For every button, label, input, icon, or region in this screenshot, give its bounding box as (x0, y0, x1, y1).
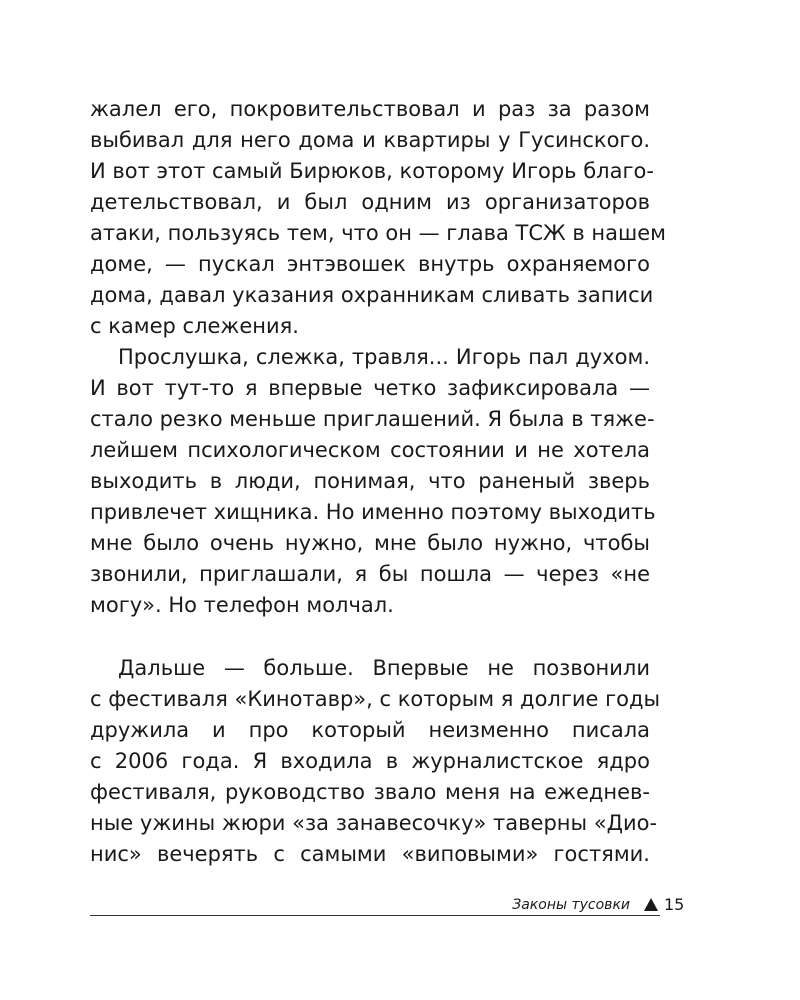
text-line: нис» вечерять с самыми «виповыми» гостями. (90, 842, 650, 866)
text-line: И вот тут-то я впервые четко зафиксировала — (90, 376, 650, 400)
text-line: с 2006 года. Я входила в журналистское ядро (90, 749, 650, 773)
text-line: доме, — пускал энтэвошек внутрь охраняемого (90, 252, 650, 276)
text-line: звонили, приглашали, я бы пошла — через «не (90, 562, 650, 586)
page-number: 15 (664, 895, 685, 914)
text-line: фестиваля, руководство звало меня на ежеднев- (90, 780, 650, 804)
text-line: с камер слежения. (90, 314, 299, 338)
paragraph-2 (90, 342, 656, 621)
text-line: жалел его, покровительствовал и раз за разом (90, 97, 650, 121)
text-line: Прослушка, слежка, травля... Игорь пал духом. (118, 345, 650, 369)
triangle-icon (644, 898, 658, 911)
paragraph-1 (90, 94, 666, 342)
text-line: дружила и про который неизменно писала (90, 718, 650, 742)
text-line: выбивал для него дома и квартиры у Гусинского. (90, 128, 650, 152)
running-title: Законы тусовки (512, 897, 630, 913)
text-line: ные ужины жюри «за занавесочку» таверны «Дио- (90, 811, 658, 835)
page-footer (90, 893, 685, 923)
text-line: детельствовал, и был одним из организаторов (90, 190, 650, 214)
text-line: И вот этот самый Бирюков, которому Игорь благо- (90, 159, 654, 183)
text-line: атаки, пользуясь тем, что он — глава ТСЖ в нашем (90, 221, 666, 245)
text-line: могу». Но телефон молчал. (90, 593, 394, 617)
footer-rule (90, 915, 660, 916)
text-line: привлечет хищника. Но именно поэтому выходить (90, 500, 656, 524)
paragraph-3 (90, 653, 661, 870)
text-line: лейшем психологическом состоянии и не хотела (90, 438, 650, 462)
text-line: Дальше — больше. Впервые не позвонили (118, 656, 650, 680)
text-line: выходить в люди, понимая, что раненый зверь (90, 469, 650, 493)
text-line: с фестиваля «Кинотавр», с которым я долгие годы (90, 687, 661, 711)
text-line: стало резко меньше приглашений. Я была в тяже- (90, 407, 655, 431)
text-line: мне было очень нужно, мне было нужно, чтобы (90, 531, 650, 555)
text-line: дома, давал указания охранникам сливать записи (90, 283, 654, 307)
